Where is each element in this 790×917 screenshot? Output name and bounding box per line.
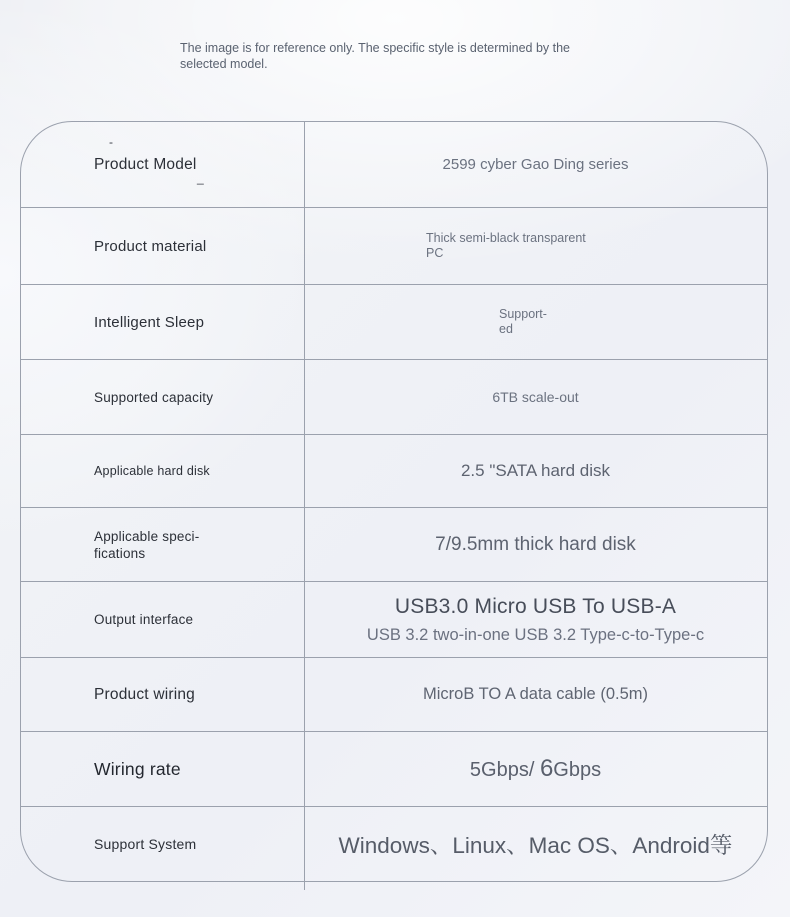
row-value-line: Thick semi-black transparent — [426, 231, 586, 245]
row-label: Product wiring — [94, 685, 196, 703]
row-value-cell — [304, 582, 767, 657]
row-value-cell — [304, 285, 767, 359]
table-row-output-interface — [21, 581, 767, 657]
row-value-cell — [304, 508, 767, 581]
row-label-cell — [21, 435, 304, 507]
row-label-cell — [21, 360, 304, 434]
artifact-dash: - — [109, 135, 114, 149]
row-value-line: PC — [426, 246, 444, 260]
row-value-cell — [304, 732, 767, 806]
table-row-product-material — [21, 207, 767, 284]
row-value-cell — [304, 208, 767, 284]
row-label: Product material — [94, 237, 207, 255]
row-value-cell — [304, 360, 767, 434]
row-label-line: fications — [94, 545, 146, 561]
table-row-support-system — [21, 806, 767, 881]
row-value-secondary: USB 3.2 two-in-one USB 3.2 Type-c-to-Type-c — [366, 625, 705, 644]
row-value-primary: USB3.0 Micro USB To USB-A — [394, 594, 677, 618]
row-value-cell — [304, 807, 767, 881]
table-row-supported-capacity — [21, 359, 767, 434]
row-label: Supported capacity — [94, 389, 214, 405]
row-value-cell — [304, 435, 767, 507]
artifact-underline: _ — [197, 171, 204, 185]
row-label-cell — [21, 508, 304, 581]
table-row-intelligent-sleep — [21, 284, 767, 359]
row-value: 2599 cyber Gao Ding series — [442, 156, 629, 173]
row-label: Wiring rate — [94, 758, 181, 779]
row-label-cell — [21, 807, 304, 881]
rate-prefix: 5Gbps/ — [469, 759, 540, 781]
row-label: Applicable hard disk — [94, 464, 210, 478]
row-value: 7/9.5mm thick hard disk — [435, 533, 636, 555]
row-label-cell — [21, 582, 304, 657]
spec-table — [20, 121, 768, 882]
row-value: 2.5 "SATA hard disk — [460, 461, 611, 480]
row-value-cell — [304, 658, 767, 731]
row-value — [470, 755, 601, 783]
row-value: 6TB scale-out — [492, 389, 579, 405]
row-value-line: ed — [499, 322, 513, 336]
table-row-wiring-rate — [21, 731, 767, 806]
row-value-cell — [304, 122, 767, 207]
disclaimer-text: The image is for reference only. The specific style is determined by the selected model. — [180, 41, 570, 71]
row-label-cell — [21, 122, 304, 207]
row-label: Support System — [94, 836, 197, 852]
table-row-applicable-hard-disk — [21, 434, 767, 507]
row-label: Output interface — [94, 612, 194, 627]
row-label-cell — [21, 658, 304, 731]
table-row-applicable-specifications — [21, 507, 767, 581]
rate-big-digit: 6 — [539, 755, 554, 782]
row-label-cell — [21, 208, 304, 284]
row-label: Intelligent Sleep — [94, 313, 205, 331]
row-label-line: Applicable speci- — [94, 528, 200, 544]
row-value-line: Support- — [499, 307, 547, 321]
row-label-cell — [21, 732, 304, 806]
table-row-product-wiring — [21, 657, 767, 731]
row-label: Product Model — [94, 155, 197, 173]
table-row-product-model — [21, 122, 767, 207]
row-value: MicroB TO A data cable (0.5m) — [423, 685, 648, 703]
row-label-cell — [21, 285, 304, 359]
row-value: Windows、Linux、Mac OS、Android等 — [338, 833, 733, 858]
column-divider — [304, 122, 305, 890]
rate-suffix: Gbps — [553, 759, 602, 781]
